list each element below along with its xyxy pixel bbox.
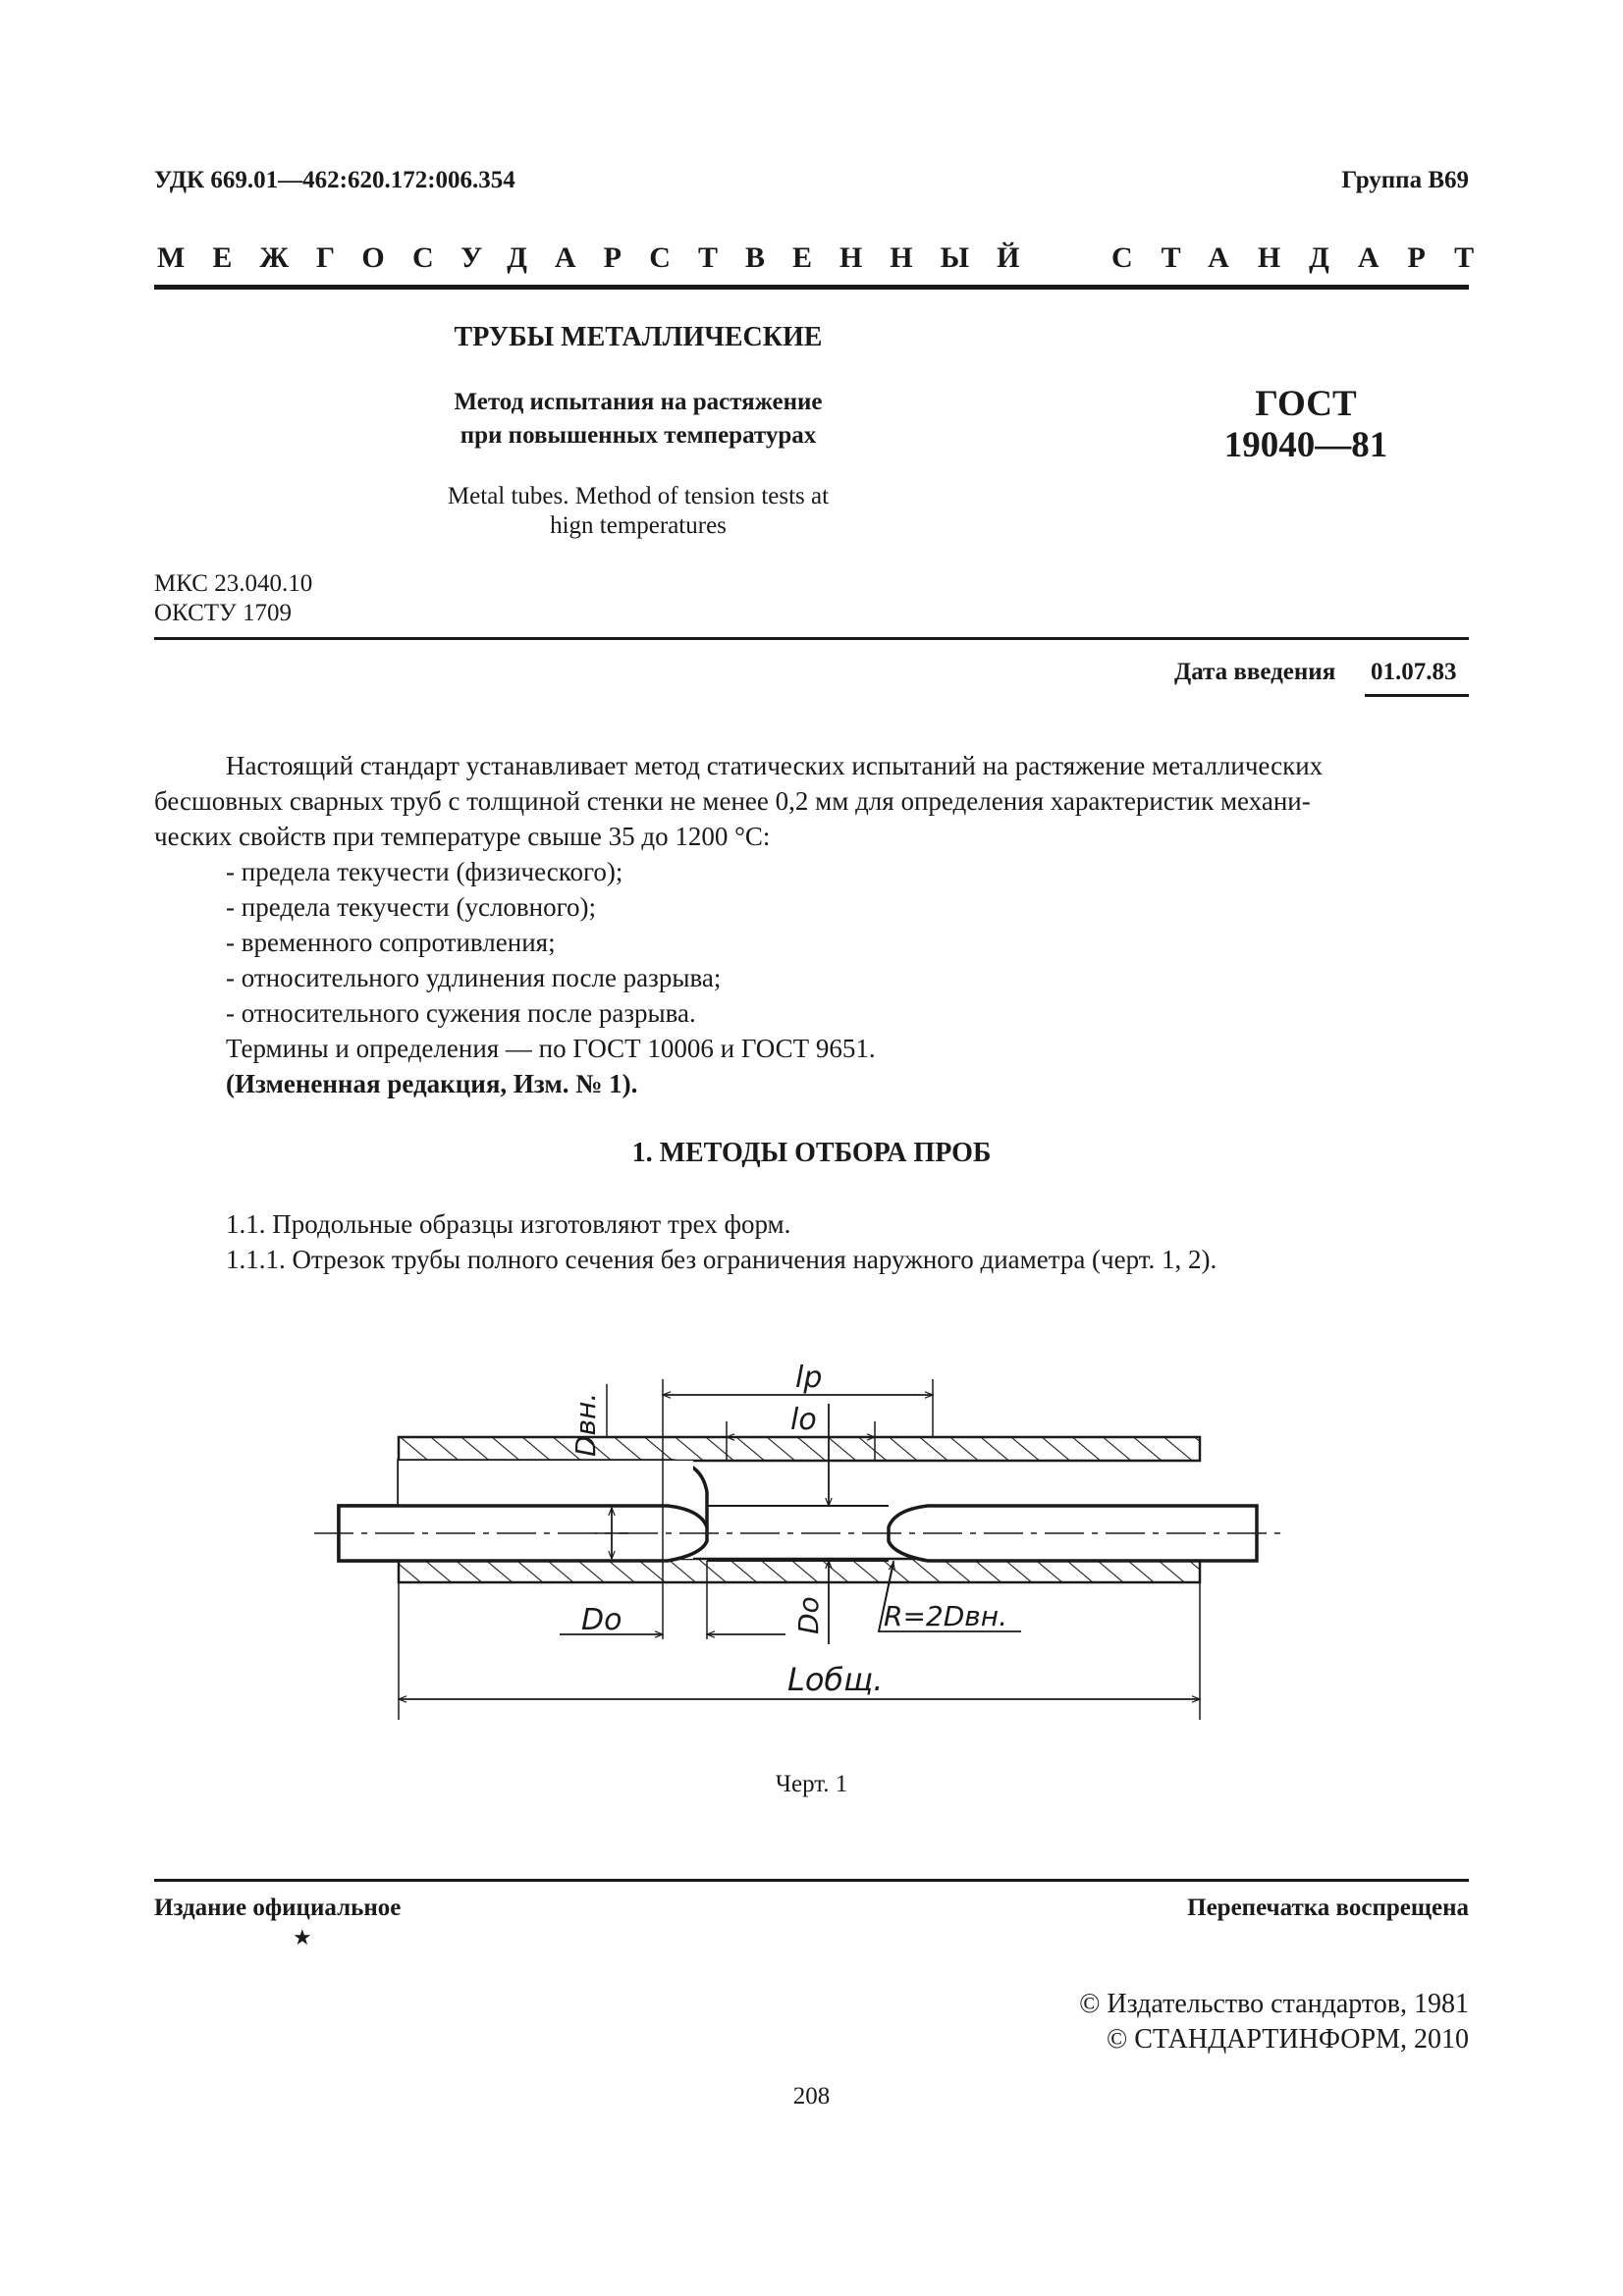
gost-number: 19040—81 (1223, 425, 1388, 465)
intro-paragraph-line1: Настоящий стандарт устанавливает метод статических испытаний на растяжение металлических (226, 751, 1324, 780)
figure-caption: Черт. 1 (775, 1771, 848, 1797)
english-title-line1: Metal tubes. Method of tension tests at (447, 483, 830, 509)
official-edition: Издание официальное (154, 1895, 402, 1921)
reprint-notice: Перепечатка воспрещена (1187, 1895, 1469, 1921)
list-item: - предела текучести (физического); (226, 857, 623, 886)
list-item: - относительного удлинения после разрыва; (226, 963, 722, 992)
label-do-mid: Dо (792, 1596, 825, 1634)
english-title-line2: hign temperatures (550, 512, 727, 539)
document-title: ТРУБЫ МЕТАЛЛИЧЕСКИЕ (454, 322, 823, 352)
section-heading: 1. МЕТОДЫ ОТБОРА ПРОБ (631, 1138, 992, 1168)
intro-paragraph-line3: ческих свойств при температуре свыше 35 до 1200 °С: (154, 822, 771, 851)
intro-date-label: Дата введения (1174, 659, 1336, 685)
document-subtitle-line2: при повышенных температурах (460, 422, 817, 449)
label-radius: R=2Dвн. (884, 1600, 1007, 1632)
terms-reference: Термины и определения — по ГОСТ 10006 и ГОСТ 9651. (226, 1034, 876, 1063)
page-number: 208 (792, 2083, 831, 2109)
list-item: - временного сопротивления; (226, 928, 556, 957)
star-icon: ★ (293, 1925, 312, 1949)
clause-1-1: 1.1. Продольные образцы изготовляют трех форм. (226, 1209, 791, 1239)
copyright-line1: © Издательство стандартов, 1981 (1079, 1989, 1469, 2019)
label-ltotal: Lобщ. (787, 1661, 884, 1698)
document-subtitle-line1: Метод испытания на растяжение (454, 389, 823, 415)
gost-label: ГОСТ (1255, 384, 1357, 424)
footer-rule (154, 1879, 1469, 1882)
label-dvn: Dвн. (569, 1392, 602, 1457)
label-lo: lо (790, 1403, 817, 1437)
copyright-line2: © СТАНДАРТИНФОРМ, 2010 (1106, 2024, 1469, 2055)
banner-left: МЕЖГОСУДАРСТВЕННЫЙ (157, 241, 1048, 274)
mks-code: МКС 23.040.10 (154, 570, 313, 597)
intro-paragraph-line2: бесшовных сварных труб с толщиной стенки не менее 0,2 мм для определения характеристик механи- (154, 786, 1311, 816)
label-do-left: Dо (581, 1603, 622, 1637)
okstu-code: ОКСТУ 1709 (154, 600, 293, 626)
banner-right: СТАНДАРТ (1111, 241, 1503, 274)
amendment-note: (Измененная редакция, Изм. № 1). (226, 1069, 638, 1098)
udk-code: УДК 669.01—462:620.172:006.354 (154, 167, 515, 193)
list-item: - предела текучести (условного); (226, 892, 597, 922)
intro-date-value: 01.07.83 (1371, 659, 1457, 685)
group-code: Группа В69 (1341, 167, 1469, 193)
label-lp: lр (795, 1361, 823, 1395)
clause-1-1-1: 1.1.1. Отрезок трубы полного сечения без ограничения наружного диаметра (черт. 1, 2). (226, 1245, 1217, 1274)
list-item: - относительного сужения после разрыва. (226, 998, 696, 1028)
